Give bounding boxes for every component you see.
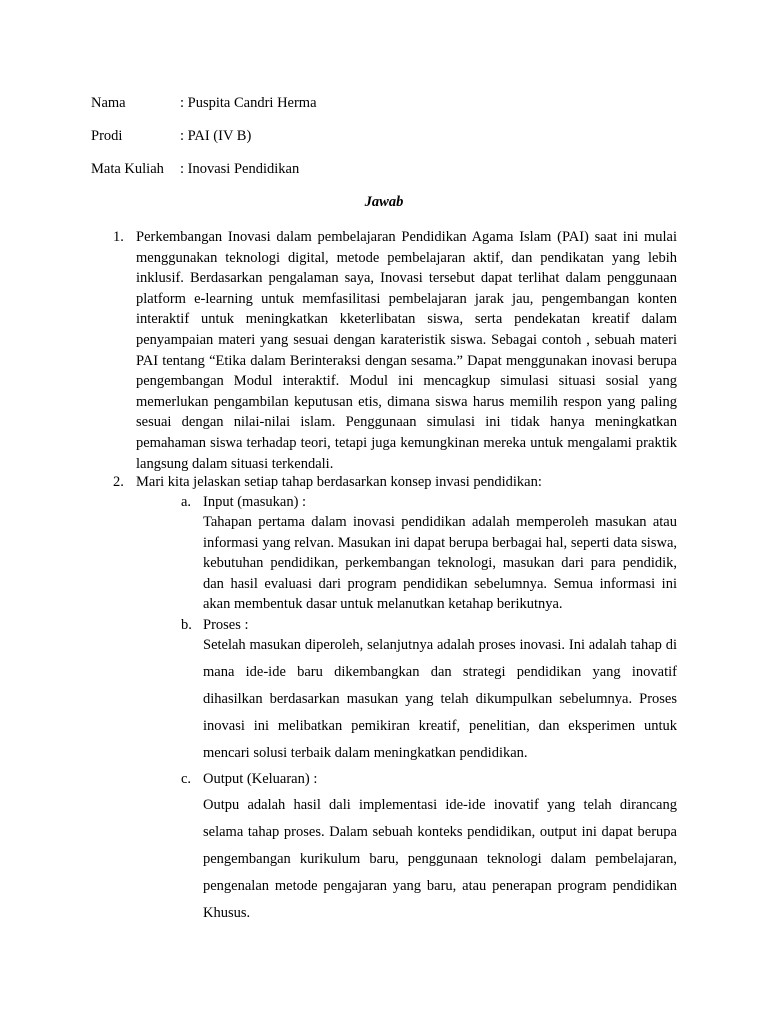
page-title: Jawab: [364, 194, 404, 210]
item-2-number: 2.: [113, 474, 124, 490]
subitem-a-heading: Input (masukan) :: [203, 494, 307, 510]
item-2-paragraph: Mari kita jelaskan setiap tahap berdasarkan konsep invasi pendidikan:: [136, 474, 542, 490]
subitem-c-heading: Output (Keluaran) :: [203, 771, 318, 787]
prodi-row: [91, 126, 251, 146]
subitem-b-heading: Proses :: [203, 617, 249, 633]
course-value: : Inovasi Pendidikan: [180, 161, 300, 177]
subitem-a-letter: a.: [181, 494, 192, 510]
name-label: Nama: [91, 95, 126, 111]
name-value: : Puspita Candri Herma: [180, 95, 317, 111]
item-1-number: 1.: [113, 229, 124, 245]
subitem-c-paragraph: Outpu adalah hasil dali implementasi ide-ide inovatif yang telah dirancang selama tahap proses. Dalam sebuah konteks pendidikan, output ini dapat berupa pengembangan kurikulum baru, penggunaan teknologi dalam pembelajaran, pengenalan metode pengajaran yang baru, atau penerapan program pendidikan Khusus.: [203, 797, 677, 921]
subitem-c-letter: c.: [181, 771, 192, 787]
subitem-a-paragraph: Tahapan pertama dalam inovasi pendidikan adalah memperoleh masukan atau informasi yang relvan. Masukan ini dapat berupa berbagai hal, seperti data siswa, kebutuhan pendidikan, perkembangan teknologi, masukan dari para pendidik, dan hasil evaluasi dari program pendidikan sebelumnya. Semua informasi ini akan membentuk dasar untuk melanutkan ketahap berikutnya.: [203, 514, 677, 613]
subitem-b-paragraph: Setelah masukan diperoleh, selanjutnya adalah proses inovasi. Ini adalah tahap di mana ide-ide baru dikembangkan dan strategi pendidikan yang inovatif dihasilkan berdasarkan masukan yang telah dikumpulkan sebelumnya. Proses inovasi ini melibatkan pemikiran kreatif, penelitian, dan eksperimen untuk mencari solusi terbaik dalam meningkatkan pendidikan.: [203, 637, 677, 761]
subitem-b-letter: b.: [181, 617, 192, 633]
prodi-label: Prodi: [91, 128, 123, 144]
name-row: [91, 93, 317, 113]
course-row: [91, 159, 299, 179]
course-label: Mata Kuliah: [91, 161, 164, 177]
prodi-value: : PAI (IV B): [180, 128, 252, 144]
item-1-paragraph: Perkembangan Inovasi dalam pembelajaran Pendidikan Agama Islam (PAI) saat ini mulai menggunakan teknologi digital, metode pembelajaran aktif, dan pendikatan yang lebih inklusif. Berdasarkan pengalaman saya, Inovasi tersebut dapat terlihat dalam penggunaan platform e-learning untuk memfasilitasi pembelajaran jarak jau, pengembangan konten interaktif untuk meningkatkan kketerlibatan siswa, serta pendekatan kreatif dalam penyampaian materi yang sesuai dengan karateristik siswa. Sebagai contoh , sebuah materi PAI tentang “Etika dalam Berinteraksi dengan sesama.” Dapat menggunakan inovasi berupa pengembangan Modul interaktif. Modul ini mencagkup simulasi situasi sosial yang memerlukan pengambilan keputusan etis, dimana siswa harus memilih respon yang paling sesuai dengan nilai-nilai islam. Penggunaan simulasi ini tidak hanya meningkatkan pemahaman siswa terhadap teori, tetapi juga kemungkinan mereka untuk mengalami praktik langsung dalam situasi terkendali.: [136, 229, 677, 472]
